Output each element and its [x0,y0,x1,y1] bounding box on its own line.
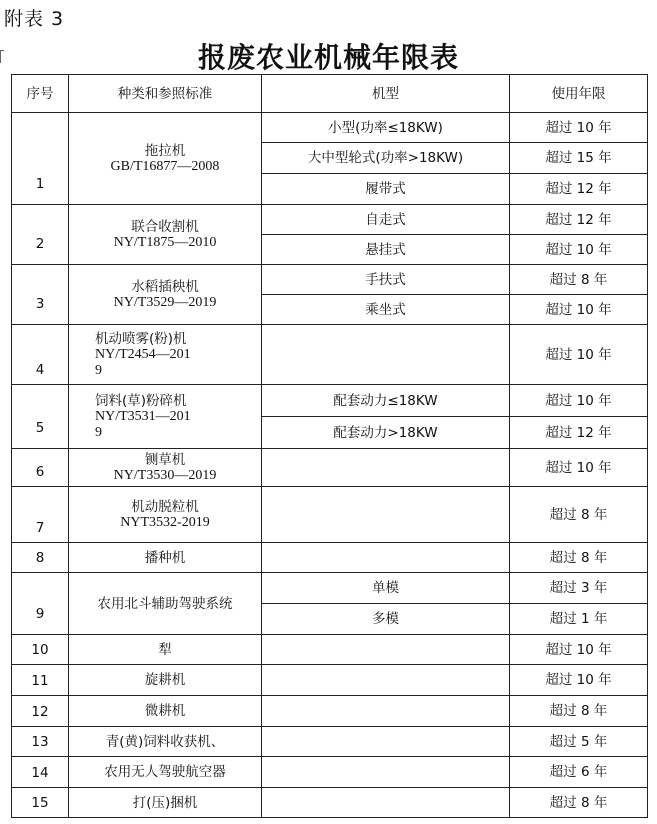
cell-years: 超过 10 年 [510,665,648,696]
cell-years: 超过 8 年 [510,543,648,573]
header-kind: 种类和参照标准 [69,75,262,113]
standard-code: NY/T3530—2019 [113,467,217,483]
table-row [12,757,648,788]
cell-model [262,727,510,757]
cell-model [262,449,510,487]
header-no: 序号 [12,75,69,113]
header-years: 使用年限 [510,75,648,113]
cell-years: 超过 1 年 [510,604,648,635]
kind-label: 农用北斗辅助驾驶系统 [97,595,233,612]
cell-kind [69,325,262,385]
cell-years: 超过 10 年 [510,235,648,265]
header-model: 机型 [262,75,510,113]
cell-model [262,543,510,573]
cell-kind [69,788,262,818]
cell-kind [69,727,262,757]
cell-model [262,788,510,818]
cell-kind [69,635,262,665]
cell-years: 超过 8 年 [510,487,648,543]
cell-model [262,665,510,696]
standard-code: NY/T3529—2019 [113,294,217,310]
cell-no: 5 [12,385,69,449]
cell-years: 超过 15 年 [510,143,648,174]
cell-years: 超过 8 年 [510,696,648,727]
cell-no: 7 [12,487,69,543]
kind-label: 旋耕机 [144,672,186,688]
cell-no: 6 [12,449,69,487]
table-row [12,696,648,727]
kind-label: 青(黄)饲料收获机、 [105,733,225,750]
cell-kind [69,113,262,205]
cell-kind [69,665,262,696]
cell-model [262,487,510,543]
kind-label: 饲料(草)粉碎机 [95,392,187,409]
kind-label: 打(压)捆机 [132,794,198,811]
cell-no: 2 [12,205,69,265]
kind-label: 播种机 [144,549,186,566]
table-row [12,543,648,573]
cell-model [262,696,510,727]
cell-model: 小型(功率≤18KW) [262,113,510,143]
cell-model: 大中型轮式(功率>18KW) [262,143,510,174]
cell-years: 超过 10 年 [510,325,648,385]
cell-kind [69,543,262,573]
cell-no: 15 [12,788,69,818]
cell-years: 超过 8 年 [510,265,648,295]
cell-model [262,325,510,385]
table-row [12,573,648,604]
cell-model: 配套动力≤18KW [262,385,510,417]
page-title: 报废农业机械年限表 [197,41,459,74]
table-body [12,113,648,818]
cell-no: 4 [12,325,69,385]
table-header-row [12,75,648,113]
cell-model: 手扶式 [262,265,510,295]
cell-model: 乘坐式 [262,295,510,325]
cell-no: 14 [12,757,69,788]
cell-years: 超过 10 年 [510,385,648,417]
kind-label: 联合收割机 [131,218,199,235]
cell-kind [69,205,262,265]
kind-label: 水稻插秧机 [131,278,199,295]
cell-no: 8 [12,543,69,573]
cell-no: 10 [12,635,69,665]
cell-kind [69,573,262,635]
cell-years: 超过 6 年 [510,757,648,788]
cell-years: 超过 12 年 [510,417,648,449]
cell-no: 12 [12,696,69,727]
cell-model [262,757,510,788]
cell-years: 超过 10 年 [510,635,648,665]
cell-no: 3 [12,265,69,325]
kind-label: 铡草机 [144,451,186,468]
table-row [12,325,648,385]
table-row [12,635,648,665]
attachment-label: 附表 3 [4,8,65,30]
cell-model: 单模 [262,573,510,604]
kind-label: 犁 [158,641,172,658]
cell-model: 悬挂式 [262,235,510,265]
cell-years: 超过 8 年 [510,788,648,818]
cell-years: 超过 10 年 [510,295,648,325]
cell-kind [69,757,262,788]
cell-kind [69,385,262,449]
standard-code-cont: 9 [95,424,102,440]
kind-label: 农用无人驾驶航空器 [104,764,226,780]
table-row [12,487,648,543]
cell-no: 9 [12,573,69,635]
standard-code: NYT3532-2019 [120,514,210,530]
table-row [12,385,648,417]
cell-years: 超过 12 年 [510,174,648,205]
kind-label: 机动喷雾(粉)机 [95,330,187,347]
cell-kind [69,449,262,487]
standard-code: GB/T16877—2008 [110,158,220,174]
kind-label: 拖拉机 [144,142,186,159]
cell-years: 超过 3 年 [510,573,648,604]
standard-code: NY/T2454—201 [95,346,191,362]
table-row [12,449,648,487]
cell-years: 超过 12 年 [510,205,648,235]
kind-label: 机动脱粒机 [131,498,199,515]
table-row [12,665,648,696]
table-row [12,113,648,143]
cell-years: 超过 10 年 [510,449,648,487]
cell-years: 超过 10 年 [510,113,648,143]
cell-kind [69,696,262,727]
table-row [12,727,648,757]
scrap-years-table [11,74,648,818]
table-row [12,265,648,295]
table-row [12,788,648,818]
cell-model [262,635,510,665]
table-row [12,205,648,235]
cell-model: 履带式 [262,174,510,205]
cell-kind [69,487,262,543]
cell-model: 多模 [262,604,510,635]
cell-no: 11 [12,665,69,696]
cell-kind [69,265,262,325]
kind-label: 微耕机 [144,703,186,719]
cell-years: 超过 5 年 [510,727,648,757]
cell-no: 13 [12,727,69,757]
cell-model: 自走式 [262,205,510,235]
cell-model: 配套动力>18KW [262,417,510,449]
standard-code-cont: 9 [95,362,102,378]
standard-code: NY/T1875—2010 [113,234,217,250]
cell-no: 1 [12,113,69,205]
standard-code: NY/T3531—201 [95,408,191,424]
